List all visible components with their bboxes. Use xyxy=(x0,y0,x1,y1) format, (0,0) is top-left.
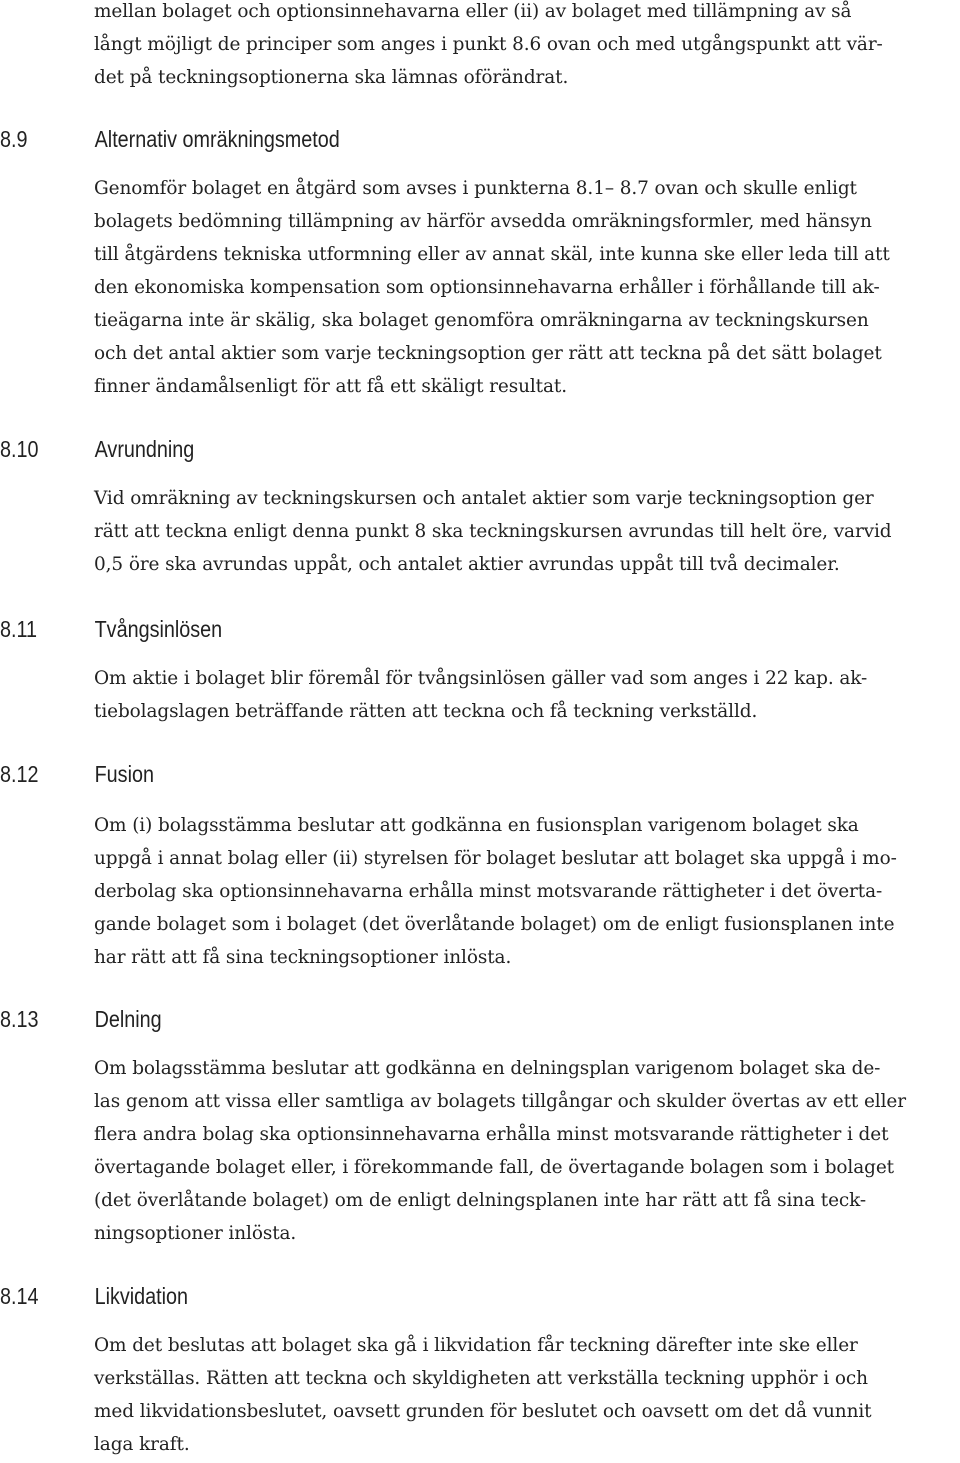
text-line: tieägarna inte är skälig, ska bolaget genomföra omräkningarna av teckningskursen xyxy=(94,310,869,331)
text-line: Om aktie i bolaget blir föremål för tvångsinlösen gäller vad som anges i 22 kap. ak- xyxy=(94,668,868,689)
text-line: ningsoptioner inlösta. xyxy=(94,1223,297,1244)
section-title: Likvidation xyxy=(94,1283,189,1309)
section-body-8-14 xyxy=(94,1329,960,1461)
text-line: och det antal aktier som varje teckningsoption ger rätt att teckna på det sätt bolaget xyxy=(94,343,882,364)
section-title: Fusion xyxy=(94,761,154,787)
text-line: (det överlåtande bolaget) om de enligt delningsplanen inte har rätt att få sina teck- xyxy=(94,1190,867,1211)
section-body-8-10 xyxy=(94,482,960,581)
text-line: till åtgärdens tekniska utformning eller av annat skäl, inte kunna ske eller leda till att xyxy=(94,244,890,265)
text-line: det på teckningsoptionerna ska lämnas oförändrat. xyxy=(94,67,569,88)
section-title: Tvångsinlösen xyxy=(94,616,223,642)
section-heading-8-13 xyxy=(0,1002,162,1036)
text-line: finner ändamålsenligt för att få ett skäligt resultat. xyxy=(94,376,568,397)
text-line: tiebolagslagen beträffande rätten att teckna och få teckning verkställd. xyxy=(94,701,758,722)
text-line: övertagande bolaget eller, i förekommande fall, de övertagande bolagen som i bolaget xyxy=(94,1157,894,1178)
section-number: 8.11 xyxy=(0,616,38,642)
section-number: 8.10 xyxy=(0,436,39,462)
text-line: laga kraft. xyxy=(94,1434,190,1455)
section-body-8-11 xyxy=(94,662,960,728)
text-line: Genomför bolaget en åtgärd som avses i punkterna 8.1– 8.7 ovan och skulle enligt xyxy=(94,178,857,199)
section-heading-8-14 xyxy=(0,1279,188,1313)
text-line: rätt att teckna enligt denna punkt 8 ska teckningskursen avrundas till helt öre, varvid xyxy=(94,521,892,542)
section-title: Delning xyxy=(94,1006,162,1032)
text-line: uppgå i annat bolag eller (ii) styrelsen för bolaget beslutar att bolaget ska uppgå i mo- xyxy=(94,848,897,869)
section-number: 8.9 xyxy=(0,126,28,152)
text-line: långt möjligt de principer som anges i punkt 8.6 ovan och med utgångspunkt att vär- xyxy=(94,34,883,55)
text-line: gande bolaget som i bolaget (det överlåtande bolaget) om de enligt fusionsplanen inte xyxy=(94,914,895,935)
text-line: derbolag ska optionsinnehavarna erhålla minst motsvarande rättigheter i det överta- xyxy=(94,881,883,902)
intro-paragraph xyxy=(94,0,960,94)
section-body-8-13 xyxy=(94,1052,960,1250)
section-number: 8.14 xyxy=(0,1283,39,1309)
section-body-8-9 xyxy=(94,172,960,403)
section-body-8-12 xyxy=(94,809,960,974)
text-line: flera andra bolag ska optionsinnehavarna erhålla minst motsvarande rättigheter i det xyxy=(94,1124,889,1145)
section-heading-8-10 xyxy=(0,432,194,466)
section-number: 8.12 xyxy=(0,761,39,787)
text-line: bolagets bedömning tillämpning av härför avsedda omräkningsformler, med hänsyn xyxy=(94,211,872,232)
section-heading-8-11 xyxy=(0,612,222,646)
section-title: Alternativ omräkningsmetod xyxy=(94,126,340,152)
text-line: las genom att vissa eller samtliga av bolagets tillgångar och skulder övertas av ett eller xyxy=(94,1091,906,1112)
text-line: mellan bolaget och optionsinnehavarna eller (ii) av bolaget med tillämpning av så xyxy=(94,1,852,22)
text-line: Vid omräkning av teckningskursen och antalet aktier som varje teckningsoption ger xyxy=(94,488,874,509)
section-heading-8-9 xyxy=(0,122,340,156)
text-line: med likvidationsbeslutet, oavsett grunden för beslutet och oavsett om det då vunnit xyxy=(94,1401,872,1422)
text-line: verkställas. Rätten att teckna och skyldigheten att verkställa teckning upphör i och xyxy=(94,1368,868,1389)
text-line: Om det beslutas att bolaget ska gå i likvidation får teckning därefter inte ske eller xyxy=(94,1335,858,1356)
section-heading-8-12 xyxy=(0,757,154,791)
text-line: Om bolagsstämma beslutar att godkänna en delningsplan varigenom bolaget ska de- xyxy=(94,1058,881,1079)
text-line: den ekonomiska kompensation som optionsinnehavarna erhåller i förhållande till ak- xyxy=(94,277,880,298)
section-title: Avrundning xyxy=(94,436,195,462)
text-line: har rätt att få sina teckningsoptioner inlösta. xyxy=(94,947,512,968)
section-number: 8.13 xyxy=(0,1006,39,1032)
text-line: Om (i) bolagsstämma beslutar att godkänna en fusionsplan varigenom bolaget ska xyxy=(94,815,859,836)
text-line: 0,5 öre ska avrundas uppåt, och antalet aktier avrundas uppåt till två decimaler. xyxy=(94,554,840,575)
